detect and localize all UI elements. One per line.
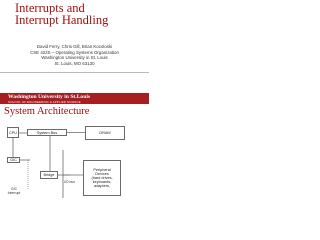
peripheral-line: (hard drives, (91, 176, 113, 180)
slide-title-line2: Interrupt Handling (15, 13, 109, 27)
city-text: St. Louis, MO 63130 (54, 60, 95, 66)
peripheral-line: Peripheral (93, 168, 111, 172)
cpu-box: CPU (7, 127, 19, 138)
gic-box: GIC (7, 157, 20, 163)
diagram-connectors (0, 0, 149, 198)
gic-note-line2: Interrupt (7, 191, 21, 195)
system-bus-box: System Bus (27, 129, 67, 136)
peripheral-line: Devices (95, 172, 109, 176)
peripheral-devices-box (83, 160, 121, 196)
dram-box: DRAM (85, 126, 125, 140)
bridge-box: Bridge (40, 171, 58, 179)
peripheral-line: keyboards, (92, 180, 112, 184)
slide-title-line1: Interrupts and (15, 1, 85, 15)
gic-note-line1: GIC (10, 187, 18, 191)
authors-text: David Ferry, Chris Gill, Brian Kocoloski (36, 44, 113, 49)
university-text: Washington University in St. Louis (41, 55, 108, 60)
io-bus-label: I/O bus (64, 180, 75, 184)
course-text: CSE 422S – Operating Systems Organization (30, 49, 119, 55)
university-logo-text: Washington University in St.Louis (8, 93, 91, 100)
peripheral-line: adapters, (94, 184, 110, 188)
slide-title: System Architecture (4, 106, 90, 117)
university-logo-subtext: SCHOOL OF ENGINEERING & APPLIED SCIENCE (8, 100, 81, 104)
